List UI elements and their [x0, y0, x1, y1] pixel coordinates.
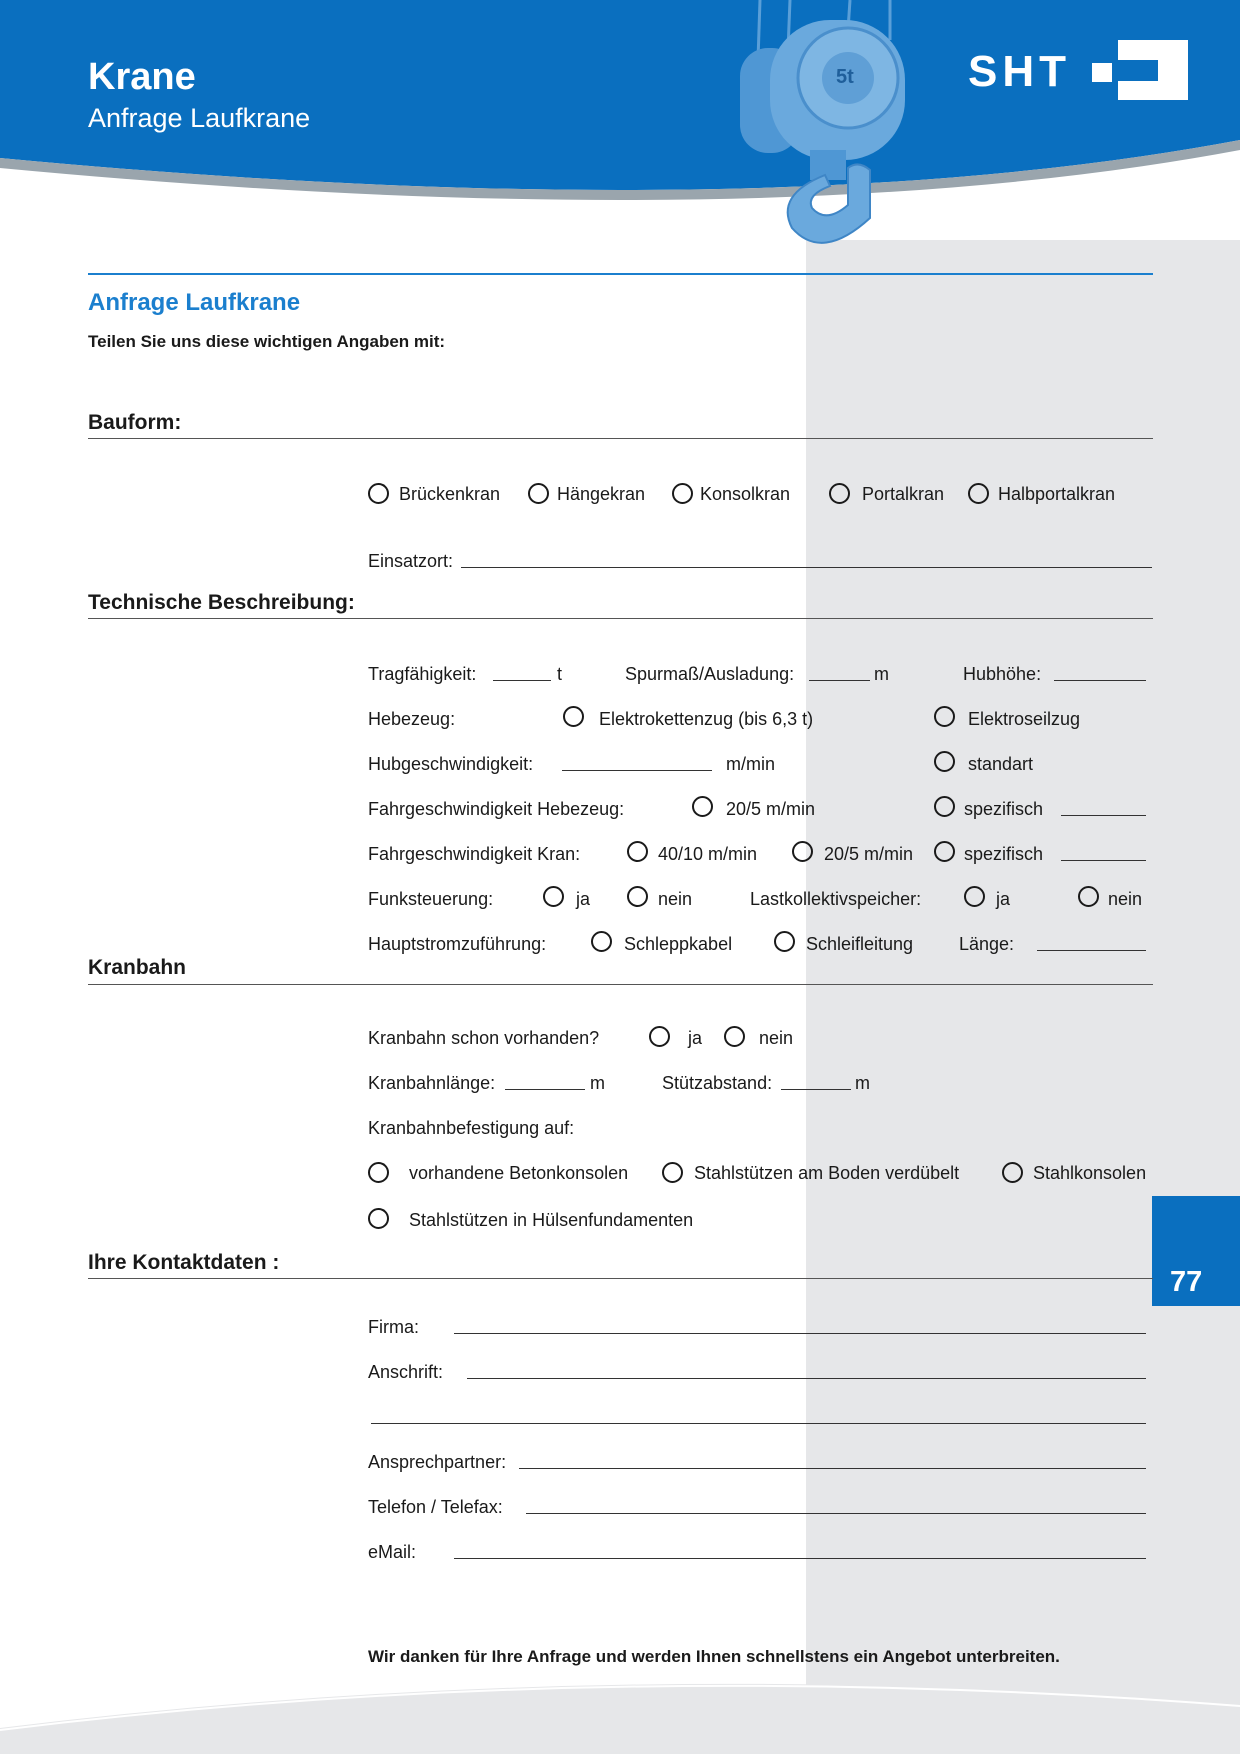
label-brueckenkran: Brückenkran: [399, 484, 501, 504]
label-stahlkonsolen: Stahlkonsolen: [1033, 1163, 1147, 1183]
fahr-kran-label: Fahrgeschwindigkeit Kran:: [368, 844, 581, 864]
radio-lastkollektiv-nein[interactable]: [1078, 886, 1099, 907]
logo-square-small: [1092, 63, 1112, 82]
radio-fahr-hebezeug-20-5[interactable]: [692, 796, 713, 817]
radio-fahr-kran-spezifisch[interactable]: [934, 841, 955, 862]
kranbahn-rule: [88, 984, 1153, 985]
label-betonkonsolen: vorhandene Betonkonsolen: [409, 1163, 629, 1183]
radio-schleifleitung[interactable]: [774, 931, 795, 952]
sht-logo: [968, 40, 1190, 102]
label-fahr-kran-20-5: 20/5 m/min: [824, 844, 914, 864]
hubgeschw-label: Hubgeschwindigkeit:: [368, 754, 534, 774]
label-fahr-kran-spezifisch: spezifisch: [964, 844, 1044, 864]
radio-schleppkabel[interactable]: [591, 931, 612, 952]
chain-hoist-illustration: [730, 0, 910, 255]
anschrift-field[interactable]: [467, 1378, 1146, 1379]
label-elektrokettenzug: Elektrokettenzug (bis 6,3 t): [599, 709, 814, 729]
radio-elektroseilzug[interactable]: [934, 706, 955, 727]
label-halbportalkran: Halbportalkran: [998, 484, 1116, 504]
radio-hub-standart[interactable]: [934, 751, 955, 772]
label-kranbahn-nein: nein: [759, 1028, 794, 1048]
label-kranbahn-ja: ja: [688, 1028, 703, 1048]
radio-kranbahn-nein[interactable]: [724, 1026, 745, 1047]
radio-halbportalkran[interactable]: [968, 483, 989, 504]
radio-portalkran[interactable]: [829, 483, 850, 504]
email-field[interactable]: [454, 1558, 1146, 1559]
label-haengekran: Hängekran: [557, 484, 646, 504]
label-hub-standart: standart: [968, 754, 1034, 774]
radio-haengekran[interactable]: [528, 483, 549, 504]
label-lastkollektiv-ja: ja: [996, 889, 1011, 909]
lastkollektiv-label: Lastkollektivspeicher:: [750, 889, 922, 909]
label-funk-ja: ja: [576, 889, 591, 909]
label-fahr-hebezeug-20-5: 20/5 m/min: [726, 799, 816, 819]
kranbahnlaenge-field[interactable]: [505, 1089, 585, 1090]
top-rule: [88, 273, 1153, 275]
radio-konsolkran[interactable]: [672, 483, 693, 504]
kranbahnlaenge-unit: m: [590, 1073, 605, 1093]
logo-text: SHT: [968, 47, 1071, 96]
hubgeschw-unit: m/min: [726, 754, 775, 774]
page-subtitle: Anfrage Laufkrane: [88, 103, 311, 133]
label-lastkollektiv-nein: nein: [1108, 889, 1143, 909]
stuetzabstand-field[interactable]: [781, 1089, 851, 1090]
hubgeschw-field[interactable]: [562, 770, 712, 771]
intro-lead: Teilen Sie uns diese wichtigen Angaben mit:: [88, 332, 446, 351]
bauform-rule: [88, 438, 1153, 439]
spurmass-label: Spurmaß/Ausladung:: [625, 664, 795, 684]
haupt-label: Hauptstromzuführung:: [368, 934, 547, 954]
ansprechpartner-field[interactable]: [519, 1468, 1146, 1469]
radio-lastkollektiv-ja[interactable]: [964, 886, 985, 907]
label-elektroseilzug: Elektroseilzug: [968, 709, 1081, 729]
einsatzort-field[interactable]: [461, 567, 1152, 568]
kranbahn-heading: Kranbahn: [88, 956, 187, 979]
radio-huelsenfundamente[interactable]: [368, 1208, 389, 1229]
radio-funk-ja[interactable]: [543, 886, 564, 907]
fahr-hebezeug-spezifisch-field[interactable]: [1061, 815, 1146, 816]
tragfaehigkeit-label: Tragfähigkeit:: [368, 664, 477, 684]
telefon-label: Telefon / Telefax:: [368, 1497, 503, 1517]
spurmass-unit: m: [874, 664, 889, 684]
hoist-capacity-label: 5t: [836, 66, 854, 88]
fahr-kran-spezifisch-field[interactable]: [1061, 860, 1146, 861]
radio-fahr-kran-40-10[interactable]: [627, 841, 648, 862]
stuetzabstand-unit: m: [855, 1073, 870, 1093]
stuetzabstand-label: Stützabstand:: [662, 1073, 773, 1093]
kontakt-rule: [88, 1278, 1153, 1279]
hebezeug-label: Hebezeug:: [368, 709, 456, 729]
hubhoehe-label: Hubhöhe:: [963, 664, 1042, 684]
spurmass-field[interactable]: [809, 680, 870, 681]
label-funk-nein: nein: [658, 889, 693, 909]
radio-stahlkonsolen[interactable]: [1002, 1162, 1023, 1183]
side-panel: [806, 240, 1240, 1754]
email-label: eMail:: [368, 1542, 417, 1562]
bauform-heading: Bauform:: [88, 411, 182, 434]
logo-notch: [1118, 60, 1158, 81]
ansprechpartner-label: Ansprechpartner:: [368, 1452, 507, 1472]
firma-field[interactable]: [454, 1333, 1146, 1334]
telefon-field[interactable]: [526, 1513, 1146, 1514]
footer-note: Wir danken für Ihre Anfrage und werden Ihnen schnellstens ein Angebot unterbreiten.: [368, 1647, 1060, 1666]
tragfaehigkeit-unit: t: [557, 664, 563, 684]
laenge-field[interactable]: [1037, 950, 1146, 951]
radio-brueckenkran[interactable]: [368, 483, 389, 504]
label-fahr-hebezeug-spezifisch: spezifisch: [964, 799, 1044, 819]
tragfaehigkeit-field[interactable]: [493, 680, 551, 681]
technik-heading: Technische Beschreibung:: [88, 591, 355, 614]
page-title: Krane: [88, 56, 196, 98]
funk-label: Funksteuerung:: [368, 889, 494, 909]
kontakt-heading: Ihre Kontaktdaten :: [88, 1251, 280, 1274]
hubhoehe-field[interactable]: [1054, 680, 1146, 681]
einsatzort-label: Einsatzort:: [368, 551, 454, 571]
befestigung-label: Kranbahnbefestigung auf:: [368, 1118, 575, 1138]
radio-fahr-kran-20-5[interactable]: [792, 841, 813, 862]
label-fahr-kran-40-10: 40/10 m/min: [658, 844, 758, 864]
label-schleppkabel: Schleppkabel: [624, 934, 733, 954]
technik-rule: [88, 618, 1153, 619]
anschrift-label: Anschrift:: [368, 1362, 444, 1382]
bottom-swoosh: [0, 1664, 1240, 1754]
radio-elektrokettenzug[interactable]: [563, 706, 584, 727]
radio-funk-nein[interactable]: [627, 886, 648, 907]
label-huelsenfundamente: Stahlstützen in Hülsenfundamenten: [409, 1210, 694, 1230]
kranbahn-vorhanden-label: Kranbahn schon vorhanden?: [368, 1028, 600, 1048]
label-schleifleitung: Schleifleitung: [806, 934, 914, 954]
page-number: 77: [1170, 1266, 1203, 1298]
firma-label: Firma:: [368, 1317, 419, 1337]
label-konsolkran: Konsolkran: [700, 484, 791, 504]
radio-fahr-hebezeug-spezifisch[interactable]: [934, 796, 955, 817]
label-stahlstuetzen-boden: Stahlstützen am Boden verdübelt: [694, 1163, 960, 1183]
anschrift-field-line2[interactable]: [371, 1423, 1146, 1424]
radio-stahlstuetzen-boden[interactable]: [662, 1162, 683, 1183]
section-heading: Anfrage Laufkrane: [88, 289, 301, 316]
laenge-label: Länge:: [959, 934, 1015, 954]
fahr-hebezeug-label: Fahrgeschwindigkeit Hebezeug:: [368, 799, 625, 819]
radio-kranbahn-ja[interactable]: [649, 1026, 670, 1047]
radio-betonkonsolen[interactable]: [368, 1162, 389, 1183]
kranbahnlaenge-label: Kranbahnlänge:: [368, 1073, 496, 1093]
label-portalkran: Portalkran: [862, 484, 945, 504]
